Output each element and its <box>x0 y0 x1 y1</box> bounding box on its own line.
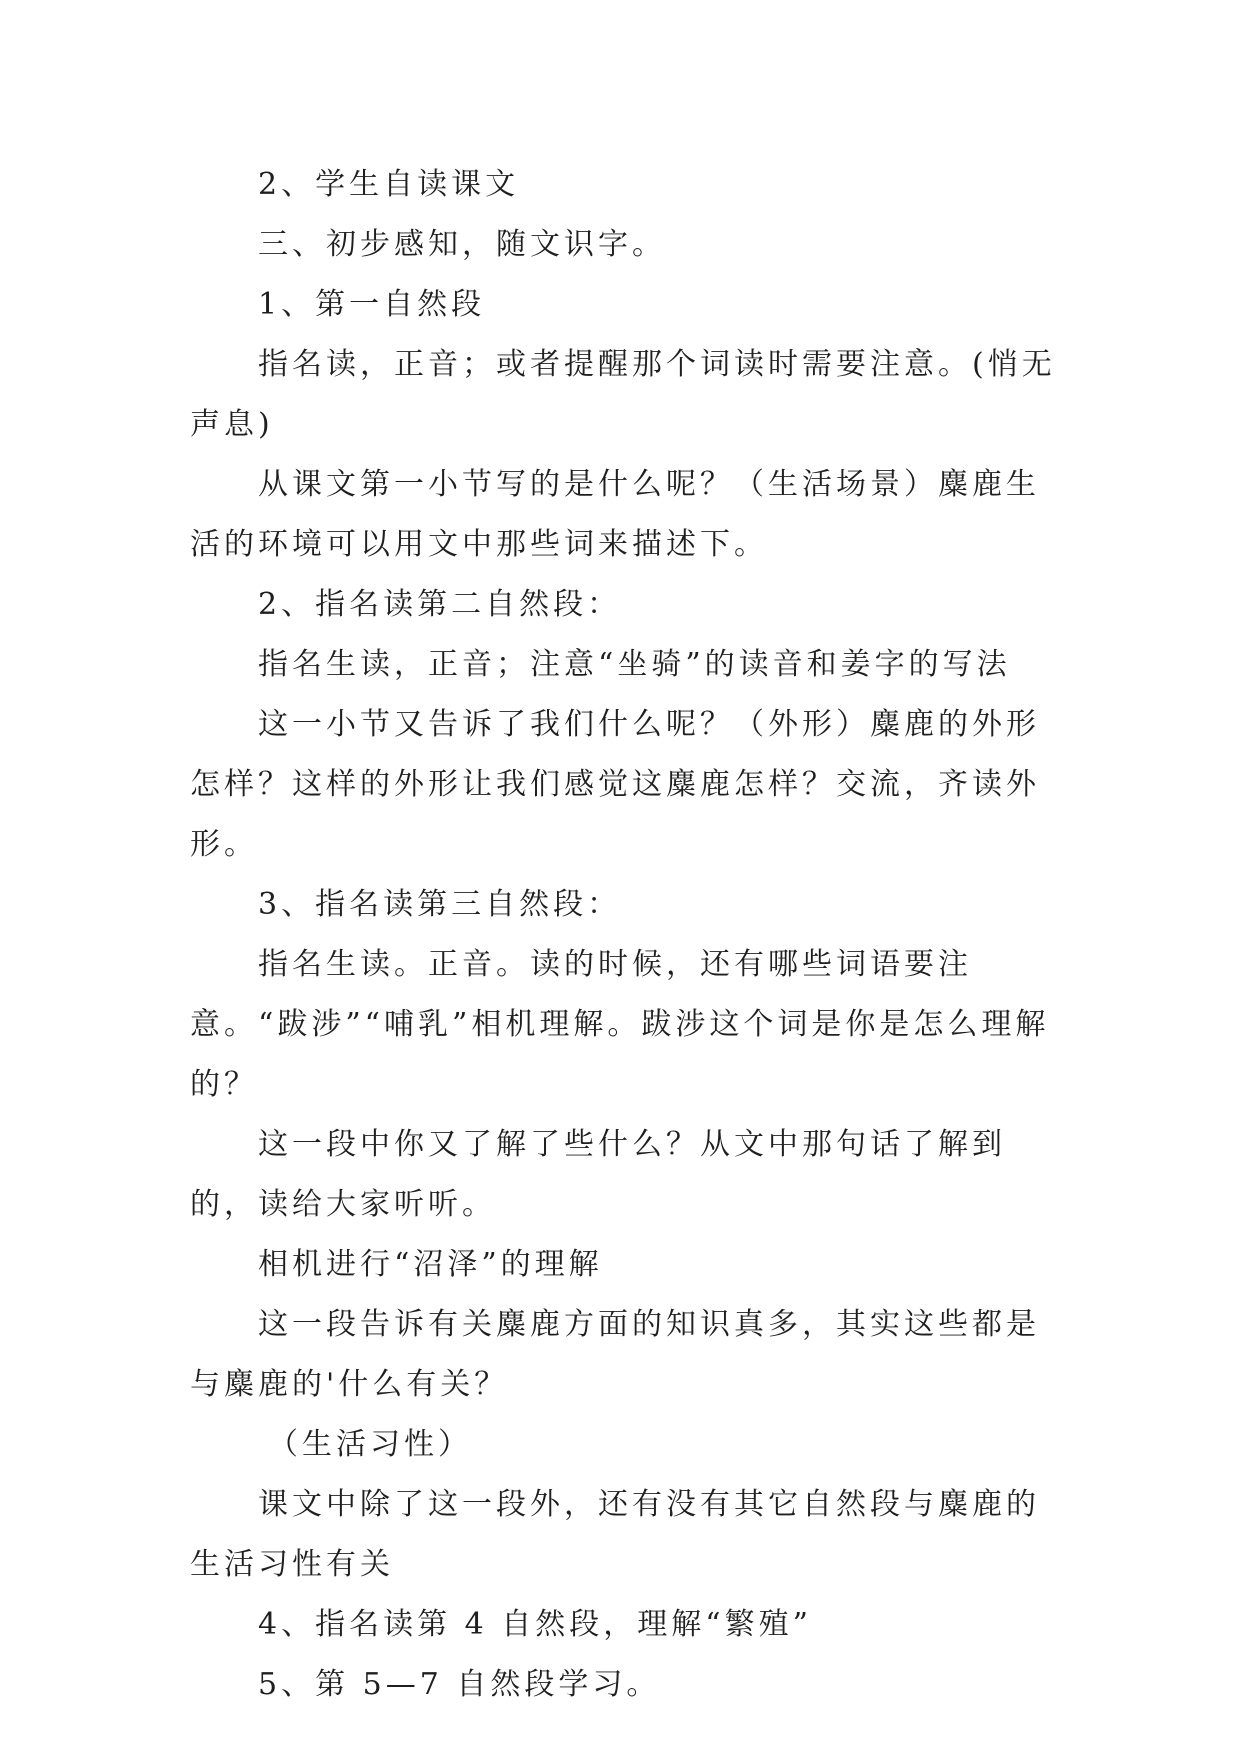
document-body <box>190 155 1060 1715</box>
paragraph: 三、初步感知，随文识字。 <box>258 227 666 262</box>
paragraph: 课文中除了这一段外，还有没有其它自然段与麋鹿的生活习性有关 <box>190 1487 1040 1582</box>
paragraph: 指名生读。正音。读的时候，还有哪些词语要注意。“跋涉”“哺乳”相机理解。跋涉这个词是你是怎么理解的？ <box>190 947 1050 1102</box>
paragraph: 4、指名读第 4 自然段，理解“繁殖” <box>258 1607 812 1642</box>
paragraph: 相机进行“沼泽”的理解 <box>258 1247 603 1282</box>
paragraph: 5、第 5—7 自然段学习。 <box>258 1667 661 1702</box>
paragraph: 2、学生自读课文 <box>258 167 520 202</box>
paragraph: 1、第一自然段 <box>258 287 486 322</box>
paragraph: 这一段告诉有关麋鹿方面的知识真多，其实这些都是与麋鹿的'什么有关？ <box>190 1307 1040 1402</box>
paragraph: 指名读，正音；或者提醒那个词读时需要注意。(悄无声息) <box>190 347 1056 442</box>
paragraph: 这一段中你又了解了些什么？从文中那句话了解到的，读给大家听听。 <box>190 1127 1006 1222</box>
paragraph: 2、指名读第二自然段： <box>258 587 622 622</box>
paragraph: 这一小节又告诉了我们什么呢？（外形）麋鹿的外形怎样？这样的外形让我们感觉这麋鹿怎样？交流，齐读外形。 <box>190 707 1040 862</box>
paragraph: 指名生读，正音；注意“坐骑”的读音和姜字的写法 <box>258 647 1011 682</box>
paragraph: 3、指名读第三自然段： <box>258 887 622 922</box>
paragraph: 从课文第一小节写的是什么呢？（生活场景）麋鹿生活的环境可以用文中那些词来描述下。 <box>190 467 1040 562</box>
paragraph: （生活习性） <box>268 1427 472 1462</box>
